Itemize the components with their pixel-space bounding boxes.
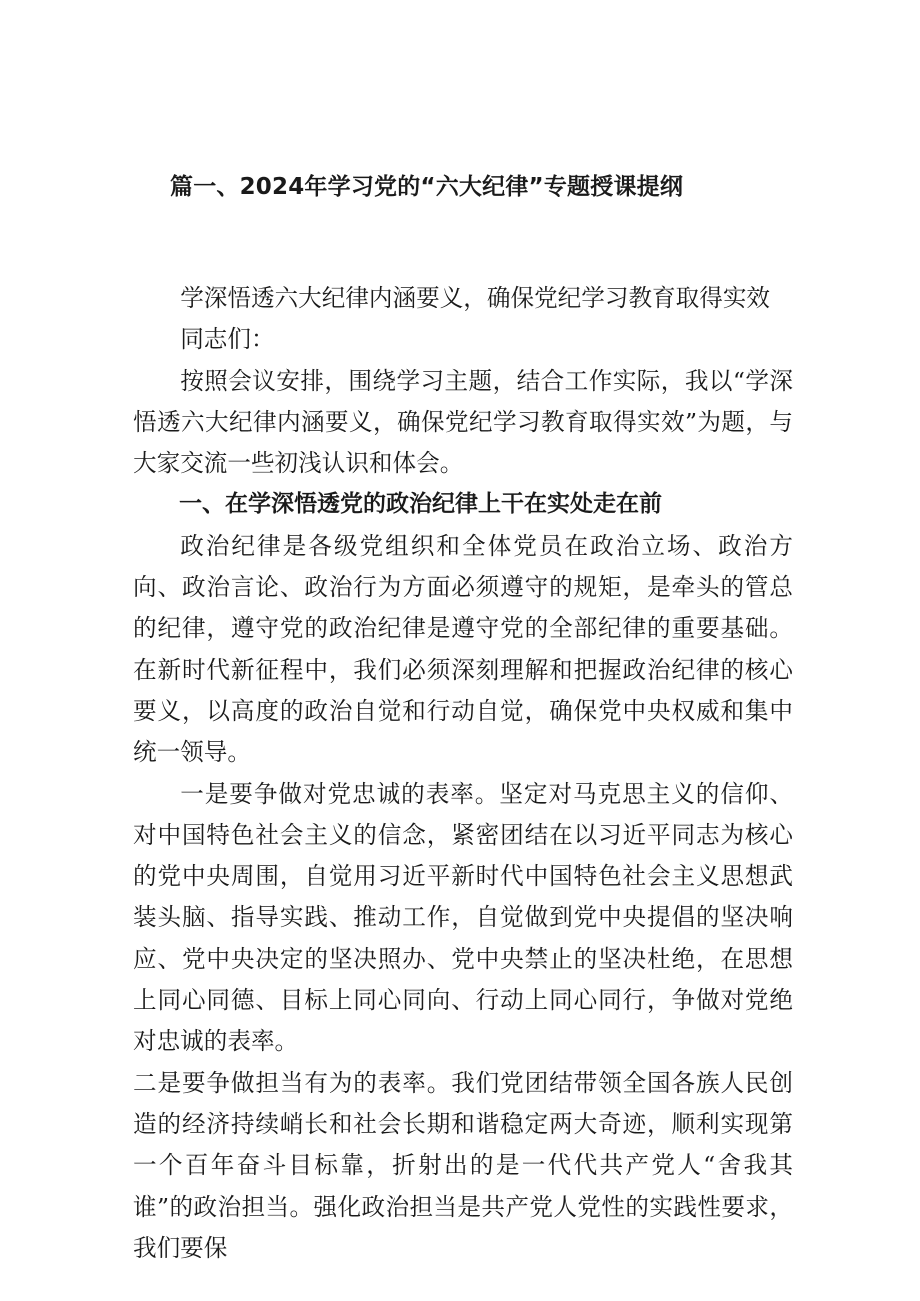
section-1-paragraph-1: 政治纪律是各级党组织和全体党员在政治立场、政治方向、政治言论、政治行为方面必须遵守的规矩，是牵头的管总的纪律，遵守党的政治纪律是遵守党的全部纪律的重要基础。在新时代新征程中，我们必须深刻理解和把握政治纪律的核心要义，以高度的政治自觉和行动自觉，确保党中央权威和集中统一领导。 [133,531,793,767]
section-1-paragraph-3: 二是要争做担当有为的表率。我们党团结带领全国各族人民创造的经济持续峭长和社会长期和谐稳定两大奇迹，顺利实现第一个百年奋斗目标靠，折射出的是一代代共产党人“舍我其谁”的政治担当。强化政治担当是共产党人党性的实践性要求，我们要保 [133,1068,793,1262]
salutation: 同志们： [180,325,275,354]
section-1-heading: 一、在学深悟透党的政治纪律上干在实处走在前 [179,491,662,518]
subtitle-paragraph: 学深悟透六大纪律内涵要义，确保党纪学习教育取得实效 [180,284,771,312]
section-1-paragraph-2: 一是要争做对党忠诚的表率。坚定对马克思主义的信仰、对中国特色社会主义的信念，紧密团结在以习近平同志为核心的党中央周围，自觉用习近平新时代中国特色社会主义思想武装头脑、指导实践、推动工作，自觉做到党中央提倡的坚决响应、党中央决定的坚决照办、党中央禁止的坚决杜绝，在思想上同心同德、目标上同心同向、行动上同心同行，争做对党绝对忠诚的表率。 [133,779,793,1056]
document-title: 篇一、2024年学习党的“六大纪律”专题授课提纲 [170,174,684,200]
intro-paragraph: 按照会议安排，围绕学习主题，结合工作实际，我以“学深悟透六大纪律内涵要义，确保党纪学习教育取得实效”为题，与大家交流一些初浅认识和体会。 [133,366,793,478]
document-body [133,278,793,1269]
